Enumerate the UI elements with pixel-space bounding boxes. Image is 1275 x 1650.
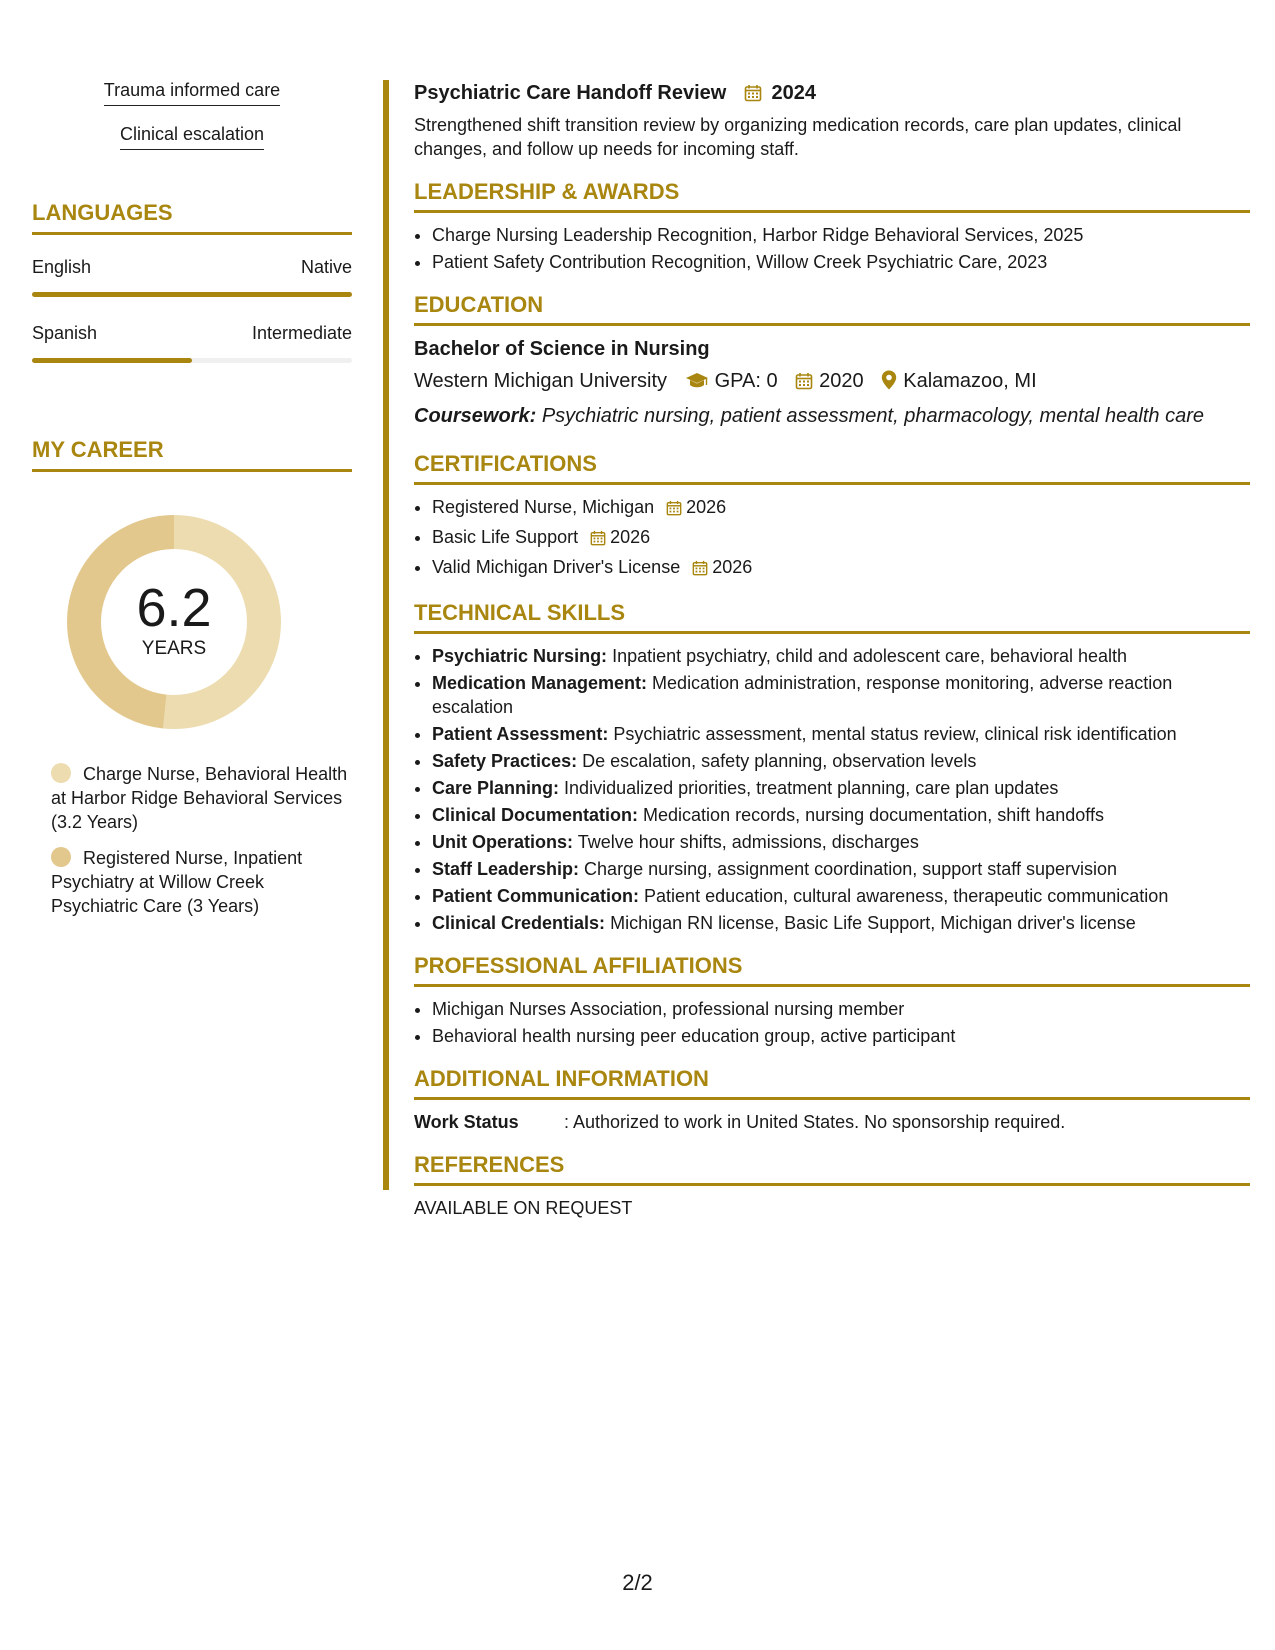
career-legend-item: Charge Nurse, Behavioral Health at Harbor Ridge Behavioral Services (3.2 Years) [51, 764, 348, 832]
coursework: Psychiatric nursing, patient assessment, pharmacology, mental health care [541, 405, 1204, 427]
calendar-icon [666, 498, 682, 522]
school-name: Western Michigan University [414, 370, 668, 392]
additional-heading: ADDITIONAL INFORMATION [414, 1066, 1250, 1100]
sidebar [32, 80, 352, 930]
skill-item: • Clinical Credentials: Michigan RN license, Basic Life Support, Michigan driver's license [432, 911, 1250, 935]
skill-item: • Psychiatric Nursing: Inpatient psychiatry, child and adolescent care, behavioral health [432, 644, 1250, 668]
language-name: Spanish [32, 323, 98, 343]
skill-item: • Unit Operations: Twelve hour shifts, admissions, discharges [432, 830, 1250, 854]
calendar-icon [590, 528, 606, 552]
certifications-list [414, 495, 1250, 582]
skill-item: • Patient Assessment: Psychiatric assessment, mental status review, clinical risk identification [432, 722, 1250, 746]
list-item: • Behavioral health nursing peer education group, active participant [432, 1024, 1250, 1048]
certification-item: • Valid Michigan Driver's License 2026 [432, 555, 1250, 582]
degree: Bachelor of Science in Nursing [414, 338, 710, 360]
main-content [414, 80, 1250, 1220]
coursework-label: Coursework: [414, 405, 537, 427]
career-total: 6.2 [136, 578, 212, 638]
affiliations-list [414, 997, 1250, 1048]
work-status-label: Work Status [414, 1112, 519, 1132]
language-bar-fill [32, 292, 352, 297]
calendar-icon [744, 83, 762, 109]
language-level: Native [300, 257, 352, 277]
career-unit: YEARS [141, 638, 207, 659]
language-item [32, 323, 352, 363]
work-status-row [414, 1110, 1250, 1134]
list-item: • Michigan Nurses Association, professional nursing member [432, 997, 1250, 1021]
project-description: Strengthened shift transition review by organizing medication records, care plan updates, clinical changes, and follow up needs for incoming staff. [414, 115, 1182, 159]
list-item: • Patient Safety Contribution Recognition, Willow Creek Psychiatric Care, 2023 [432, 250, 1250, 274]
certification-item: • Basic Life Support 2026 [432, 525, 1250, 552]
location: Kalamazoo, MI [903, 370, 1037, 392]
skill-item: • Safety Practices: De escalation, safety planning, observation levels [432, 749, 1250, 773]
language-bar [32, 292, 352, 297]
skill-item: • Patient Communication: Patient education, cultural awareness, therapeutic communication [432, 884, 1250, 908]
language-item [32, 257, 352, 297]
affiliations-heading: PROFESSIONAL AFFILIATIONS [414, 953, 1250, 987]
language-bar-fill [32, 358, 192, 363]
skill-tag: Trauma informed care [104, 80, 280, 106]
project-year: 2024 [771, 82, 816, 104]
work-status-value: : Authorized to work in United States. No sponsorship required. [564, 1112, 1066, 1132]
legend-dot [51, 847, 71, 867]
skill-tag: Clinical escalation [120, 124, 264, 150]
column-divider [383, 80, 389, 1190]
awards-list [414, 223, 1250, 274]
location-pin-icon [881, 369, 897, 399]
skill-item: • Clinical Documentation: Medication records, nursing documentation, shift handoffs [432, 803, 1250, 827]
languages-heading: LANGUAGES [32, 200, 352, 235]
references-heading: REFERENCES [414, 1152, 1250, 1186]
page-number: 2/2 [622, 1570, 653, 1595]
calendar-icon [692, 558, 708, 582]
list-item: • Charge Nursing Leadership Recognition, Harbor Ridge Behavioral Services, 2025 [432, 223, 1250, 247]
language-level: Intermediate [251, 323, 352, 343]
skills-list [414, 644, 1250, 935]
career-legend-item: Registered Nurse, Inpatient Psychiatry at Willow Creek Psychiatric Care (3 Years) [51, 848, 303, 916]
language-name: English [32, 257, 92, 277]
gpa: GPA: 0 [714, 370, 778, 392]
references-text: AVAILABLE ON REQUEST [414, 1198, 633, 1218]
project-title: Psychiatric Care Handoff Review [414, 82, 727, 104]
graduation-year: 2020 [819, 370, 864, 392]
education-heading: EDUCATION [414, 292, 1250, 326]
career-heading: MY CAREER [32, 437, 352, 472]
certifications-heading: CERTIFICATIONS [414, 451, 1250, 485]
awards-heading: LEADERSHIP & AWARDS [414, 179, 1250, 213]
project-entry [414, 80, 1250, 161]
skill-item: • Care Planning: Individualized priorities, treatment planning, care plan updates [432, 776, 1250, 800]
career-legend [32, 762, 352, 918]
skills-heading: TECHNICAL SKILLS [414, 600, 1250, 634]
language-bar [32, 358, 352, 363]
graduation-cap-icon [685, 369, 709, 399]
skill-item: • Staff Leadership: Charge nursing, assignment coordination, support staff supervision [432, 857, 1250, 881]
career-donut [64, 512, 284, 732]
certification-item: • Registered Nurse, Michigan 2026 [432, 495, 1250, 522]
legend-dot [51, 763, 71, 783]
education-entry [414, 336, 1250, 431]
calendar-icon [795, 369, 813, 399]
skill-item: • Medication Management: Medication administration, response monitoring, adverse reaction escalation [432, 671, 1250, 719]
